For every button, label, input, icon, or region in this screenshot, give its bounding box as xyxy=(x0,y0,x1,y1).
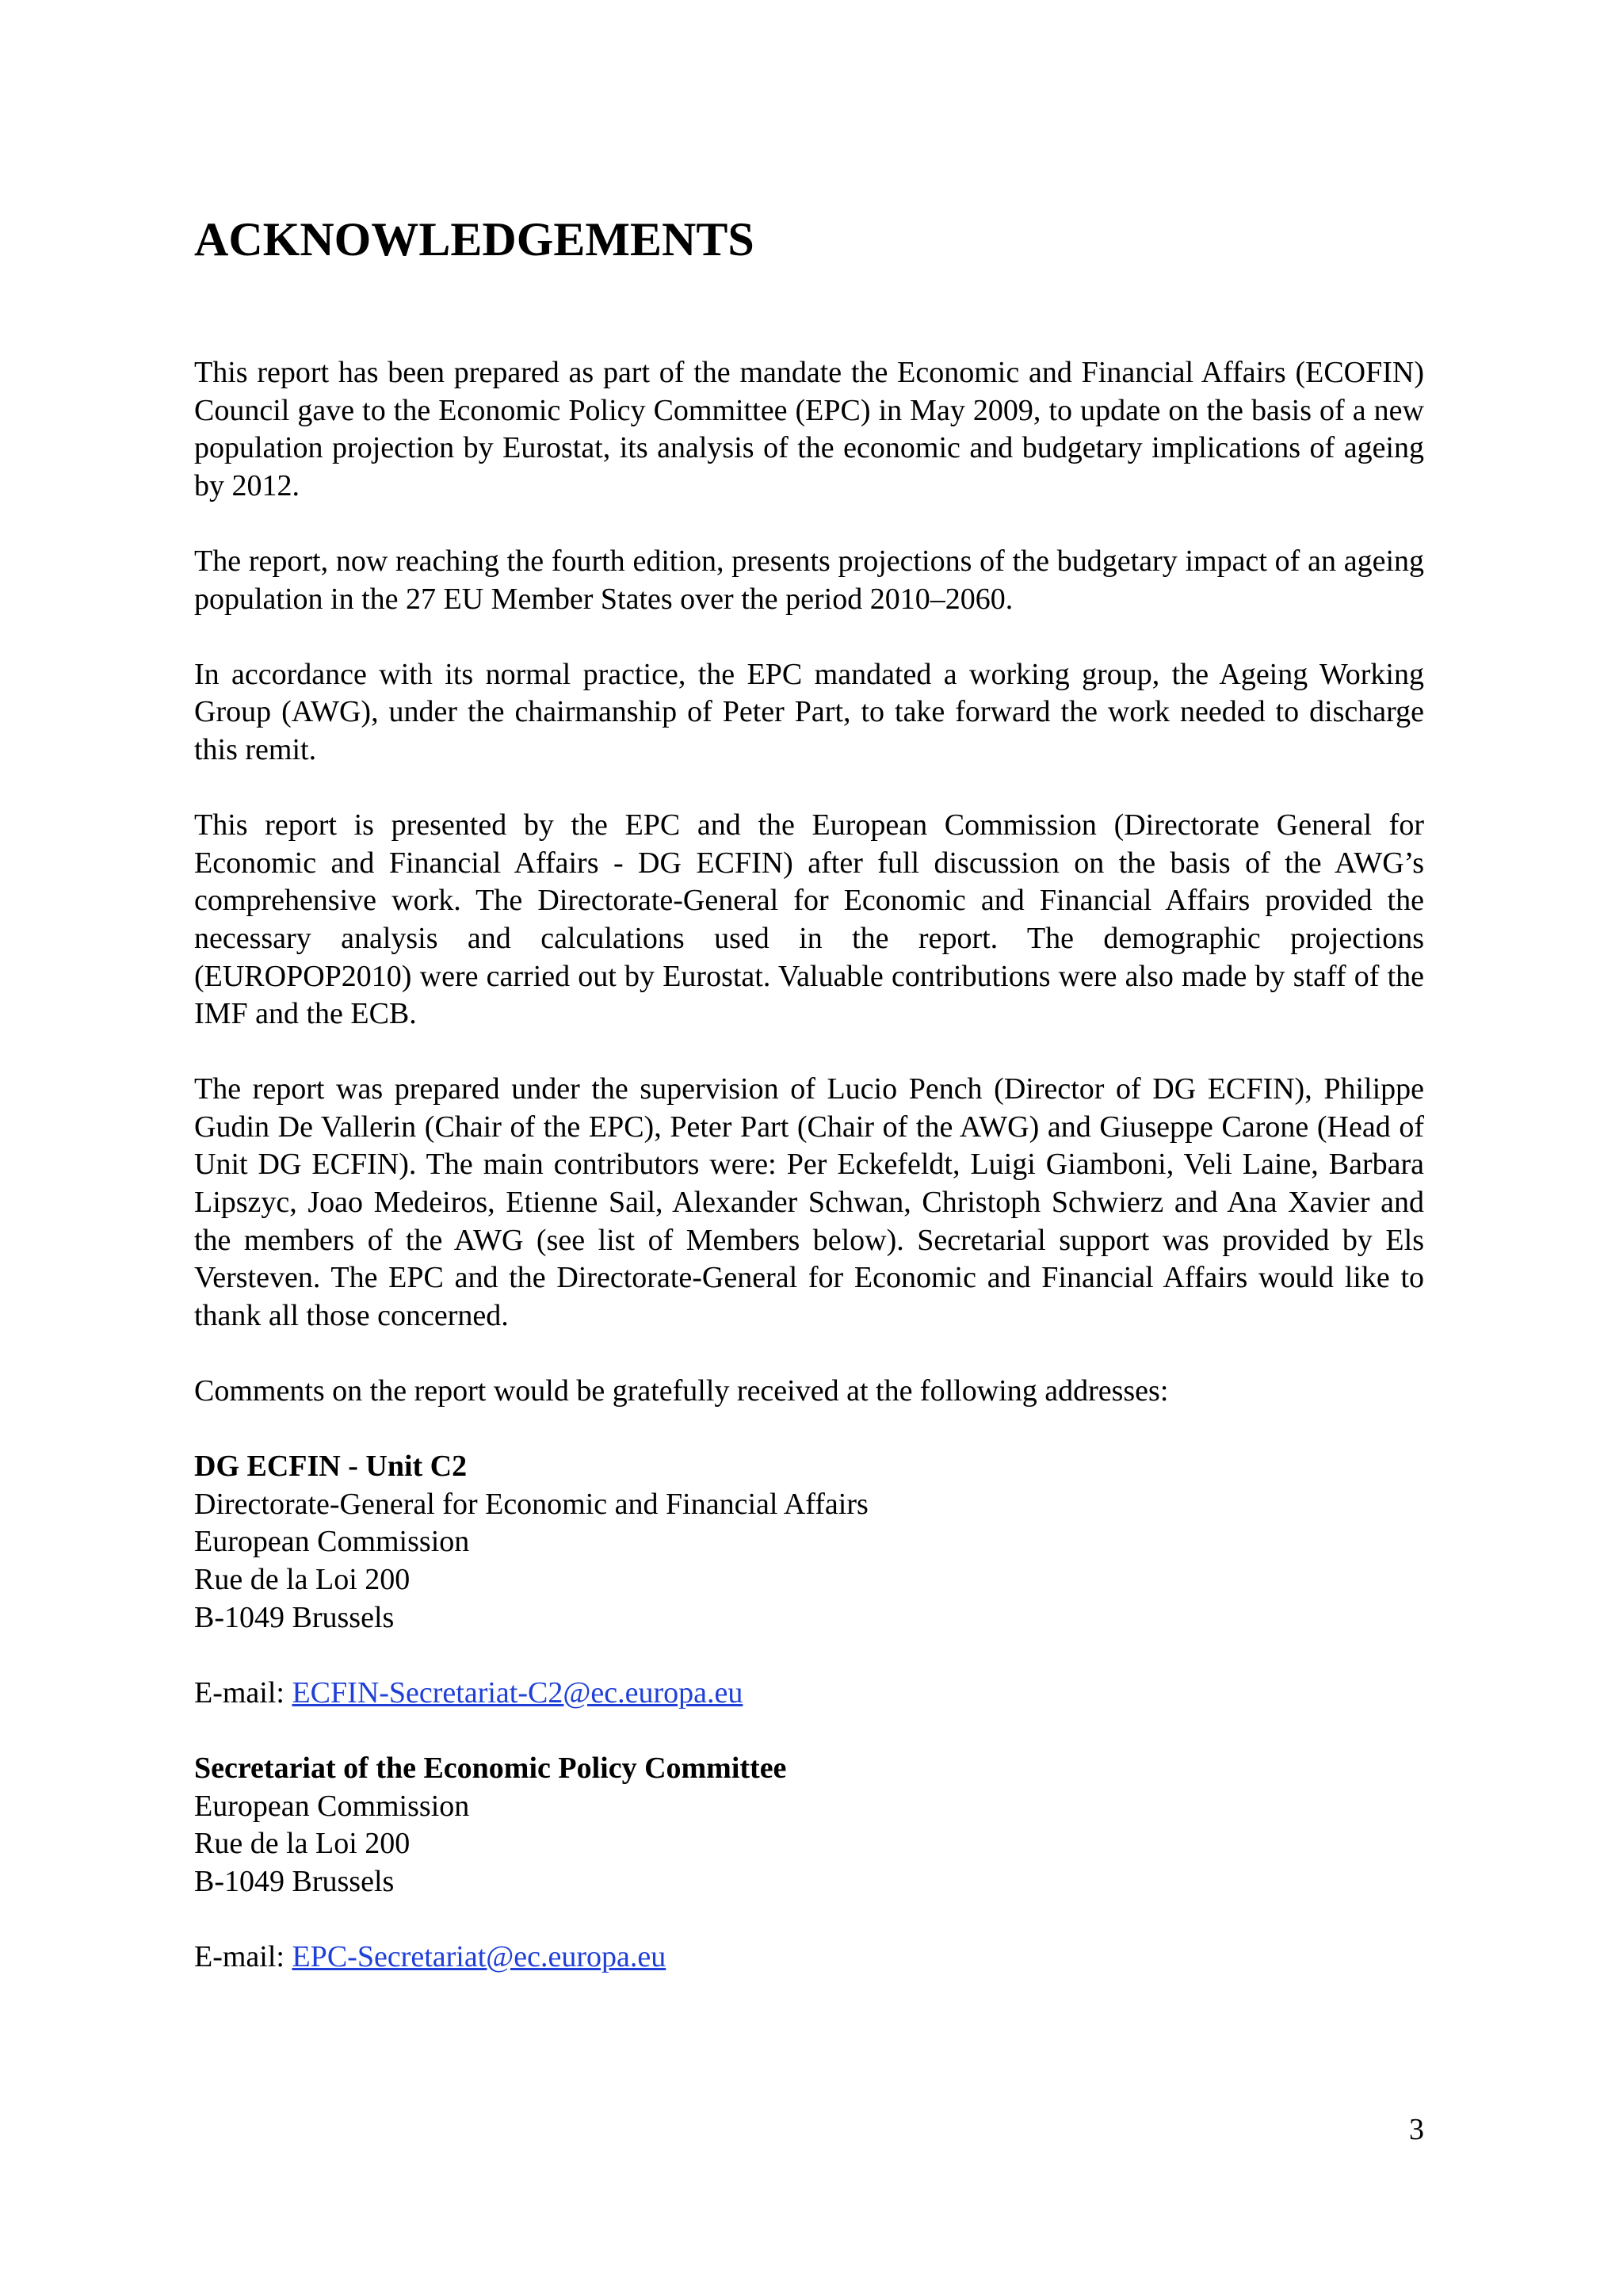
paragraph-edition: The report, now reaching the fourth edition, presents projections of the budgetary impact of an ageing population in the 27 EU Member States over the period 2010–2060. xyxy=(194,544,1424,616)
address-line: Directorate-General for Economic and Financial Affairs xyxy=(194,1487,869,1521)
address-heading: Secretariat of the Economic Policy Committee xyxy=(194,1751,787,1785)
address-block-epc xyxy=(194,1750,1424,1901)
body-text xyxy=(194,354,1424,2014)
email-label: E-mail: xyxy=(194,1939,292,1973)
address-line: European Commission xyxy=(194,1789,470,1823)
address-line: Rue de la Loi 200 xyxy=(194,1827,411,1861)
page-content xyxy=(194,208,1424,1973)
paragraph-presentation: This report is presented by the EPC and the European Commission (Directorate General for Economic and Financial Affairs - DG ECFIN) after full discussion on the basis of the AWG’s comprehensive work. The Directorate-General for Economic and Financial Affairs provided the necessary analysis and calculations used in the report. The demographic projections (EUROPOP2010) were carried out by Eurostat. Valuable contributions were also made by staff of the IMF and the ECB. xyxy=(194,808,1424,1031)
paragraph-contributors: The report was prepared under the supervision of Lucio Pench (Director of DG ECFIN), Philippe Gudin De Vallerin (Chair of the EPC), Peter Part (Chair of the AWG) and Giuseppe Carone (Head of Unit DG ECFIN). The main contributors were: Per Eckefeldt, Luigi Giamboni, Veli Laine, Barbara Lipszyc, Joao Medeiros, Etienne Sail, Alexander Schwan, Christoph Schwierz and Ana Xavier and the members of the AWG (see list of Members below). Secretarial support was provided by Els Versteven. The EPC and the Directorate-General for Economic and Financial Affairs would like to thank all those concerned. xyxy=(194,1072,1424,1332)
page-number: 3 xyxy=(1409,2113,1424,2146)
address-line: B-1049 Brussels xyxy=(194,1600,395,1634)
paragraph-mandate: This report has been prepared as part of the mandate the Economic and Financial Affairs (ECOFIN) Council gave to the Economic Policy Committee (EPC) in May 2009, to update on the basis of a new population projection by Eurostat, its analysis of the economic and budgetary implications of ageing by 2012. xyxy=(194,356,1424,502)
address-line: Rue de la Loi 200 xyxy=(194,1563,411,1596)
address-block-dg-ecfin xyxy=(194,1448,1424,1637)
email-label: E-mail: xyxy=(194,1675,292,1710)
paragraph-comments: Comments on the report would be gratefully received at the following addresses: xyxy=(194,1374,1169,1408)
email-line-epc xyxy=(194,1939,1424,1977)
email-line-dg-ecfin xyxy=(194,1675,1424,1713)
address-heading: DG ECFIN - Unit C2 xyxy=(194,1450,468,1484)
paragraph-working-group: In accordance with its normal practice, the EPC mandated a working group, the Ageing Working Group (AWG), under the chairmanship of Peter Part, to take forward the work needed to discharge this remit. xyxy=(194,657,1424,766)
address-line: B-1049 Brussels xyxy=(194,1864,395,1898)
address-line: European Commission xyxy=(194,1525,470,1559)
email-link-epc[interactable]: EPC-Secretariat@ec.europa.eu xyxy=(292,1939,666,1973)
email-link-ecfin[interactable]: ECFIN-Secretariat-C2@ec.europa.eu xyxy=(292,1675,743,1710)
page-title: ACKNOWLEDGEMENTS xyxy=(194,213,754,266)
